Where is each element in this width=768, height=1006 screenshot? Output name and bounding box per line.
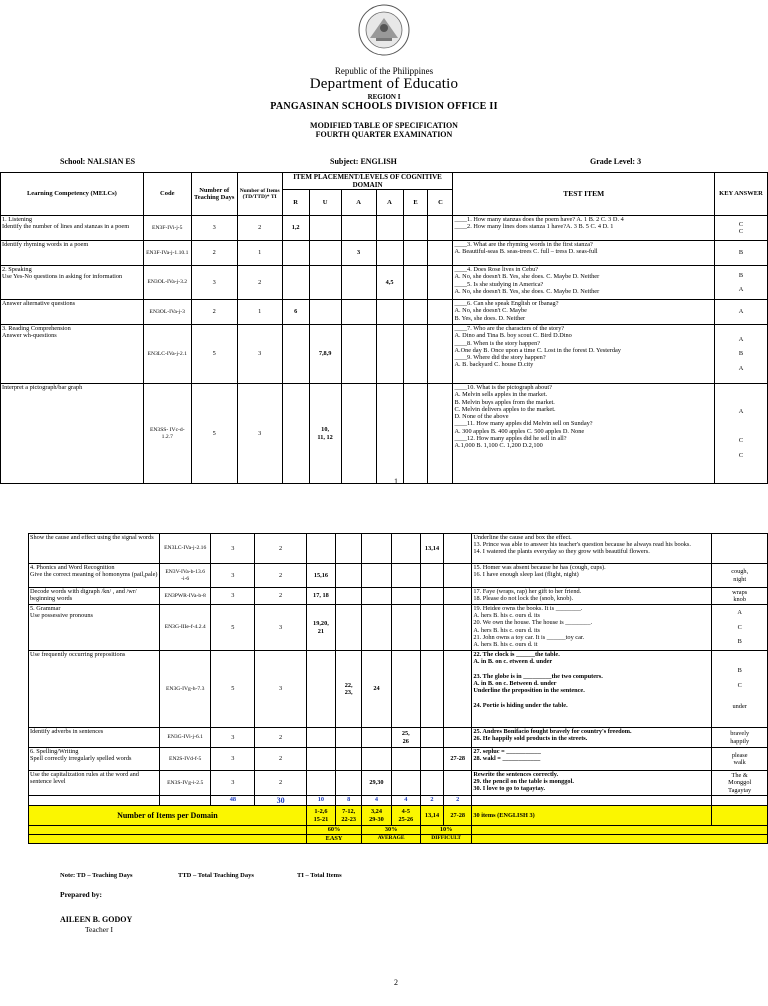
level-a1: A (341, 190, 376, 216)
cell-key: please walk (712, 748, 768, 771)
cell-competency: Identify rhyming words in a poem (1, 241, 144, 266)
cell-competency: Show the cause and effect using the signal words (29, 534, 160, 564)
cell-u (309, 300, 341, 325)
cell-r (282, 266, 309, 300)
preparer-name: AILEEN B. GODOY (60, 915, 133, 924)
cell-u (336, 605, 362, 651)
cell-e: 13,14 (420, 534, 443, 564)
domain-u: 7-12, 22-23 (336, 806, 362, 826)
subject-label: Subject: ENGLISH (330, 157, 397, 166)
cell-c (428, 241, 453, 266)
division-line: PANGASINAN SCHOOLS DIVISION OFFICE II (270, 101, 498, 112)
cell-r (282, 384, 309, 484)
cell-a1: 29,30 (362, 771, 391, 796)
level-u: U (309, 190, 341, 216)
cell-c (428, 216, 453, 241)
domain-r: 1-2,6 15-21 (306, 806, 335, 826)
cell-e (403, 266, 428, 300)
cell-items: 2 (255, 748, 306, 771)
total-days: 48 (211, 796, 255, 806)
cell-items: 1 (237, 241, 282, 266)
table-row (1, 325, 768, 384)
cell-c (444, 651, 472, 728)
cell-key (712, 534, 768, 564)
cell-key: B (714, 241, 767, 266)
table-row (1, 216, 768, 241)
cell-c (444, 771, 472, 796)
cell-days: 5 (211, 605, 255, 651)
cell-a2 (376, 325, 403, 384)
cell-a1 (341, 266, 376, 300)
col-test-item: TEST ITEM (453, 173, 715, 216)
col-placement: ITEM PLACEMENT/LEVELS OF COGNITIVE DOMAIN (282, 173, 453, 190)
cell-days: 2 (191, 241, 237, 266)
cell-u (309, 216, 341, 241)
cell-r (306, 748, 335, 771)
cell-code: EN3PWR-IVa-b-8 (160, 588, 211, 605)
prepared-by-label: Prepared by: (60, 890, 103, 899)
cell-a2 (391, 588, 420, 605)
level-e: E (403, 190, 428, 216)
cell-items: 3 (255, 651, 306, 728)
col-code: Code (143, 173, 191, 216)
table-row (29, 564, 768, 588)
cell-test-item: 22. The clock is ______the table. A. in B. on c. etween d. under 23. The globe is in _________the two computers. A. in B. on c. Between d. under Underline the preposition in the sentence. 24. Portie is hiding under the table. (472, 651, 712, 728)
cell-code: EN3G-IVg-h-7.3 (160, 651, 211, 728)
cell-a1 (362, 564, 391, 588)
cell-u (336, 534, 362, 564)
cell-competency: 1. Listening Identify the number of lines and stanzas in a poem (1, 216, 144, 241)
cell-days: 2 (191, 300, 237, 325)
cell-test-item: ____6. Can she speak English or Ibanag? A. No, she doesn't C. Maybe B. Yes, she does. D. Neither (453, 300, 715, 325)
cell-days: 3 (211, 728, 255, 748)
cell-test-item: 15. Homer was absent because he has (cough, cups). 16. I have enough sleep last (flight, night) (472, 564, 712, 588)
cell-c (428, 300, 453, 325)
cell-r: 19,20, 21 (306, 605, 335, 651)
cell-e (420, 564, 443, 588)
table-row (1, 241, 768, 266)
cell-u (336, 564, 362, 588)
table-row (29, 748, 768, 771)
total-c: 2 (444, 796, 472, 806)
cell-c (444, 564, 472, 588)
cell-competency: 3. Reading Comprehension Answer wh-questions (1, 325, 144, 384)
region-line: REGION I (367, 93, 401, 101)
cell-code: EN3G-IVi-j-6.1 (160, 728, 211, 748)
cell-a2 (376, 241, 403, 266)
cell-r: 1,2 (282, 216, 309, 241)
cell-items: 3 (255, 605, 306, 651)
cell-test-item: ____3. What are the rhyming words in the first stanza? A. Beautiful-seas B. seas-trees C. full – tress D. seas-full (453, 241, 715, 266)
domain-row-label: Number of Items per Domain (29, 806, 307, 826)
table-row (29, 771, 768, 796)
cell-u (336, 771, 362, 796)
cell-a2 (391, 534, 420, 564)
cell-key: A C B (712, 605, 768, 651)
cell-items: 3 (237, 325, 282, 384)
cell-a2 (391, 748, 420, 771)
cell-u (336, 588, 362, 605)
average-label: AVERAGE (362, 835, 421, 844)
cell-items: 2 (237, 266, 282, 300)
cell-code: EN3LC-IVa-j-2.1 (143, 325, 191, 384)
table-row (29, 534, 768, 564)
cell-competency: 4. Phonics and Word Recognition Give the correct meaning of homonyms (pail,pale) (29, 564, 160, 588)
cell-key: C C (714, 216, 767, 241)
cell-days: 3 (191, 216, 237, 241)
cell-test-item: 17. Faye (wraps, rap) her gift to her friend. 18. Please do not lock the (snob, knob). (472, 588, 712, 605)
total-e: 2 (420, 796, 443, 806)
note-td: Note: TD – Teaching Days (60, 872, 133, 879)
col-items: Number of Items (TD/TTD)* TI (237, 173, 282, 216)
total-r: 10 (306, 796, 335, 806)
cell-e (420, 771, 443, 796)
cell-test-item: ____7. Who are the characters of the story? A. Dino and Tina B. boy scout C. Bird D.Dino ____8. When is the story happen? A.One day B. Once upon a time C. Lost in the forest D. Yesterday ____9. Where did the story happen? A. B. backyard C. house D.city (453, 325, 715, 384)
cell-a1 (362, 728, 391, 748)
cell-a1 (341, 216, 376, 241)
cell-days: 3 (211, 771, 255, 796)
cell-items: 3 (237, 384, 282, 484)
cell-r (306, 771, 335, 796)
cell-u (336, 728, 362, 748)
level-r: R (282, 190, 309, 216)
cell-test-item: ____4. Does Rose lives in Cebu? A. No, she doesn't B. Yes, she does. C. Maybe D. Neither ____5. Is she studying in America? A. No, she doesn't B. Yes, she does. C. Maybe D. Neither (453, 266, 715, 300)
cell-c: 27-28 (444, 748, 472, 771)
cell-a1 (341, 300, 376, 325)
cell-competency: Interpret a pictograph/bar graph (1, 384, 144, 484)
cell-code: EN3S-IVg-i-2.5 (160, 771, 211, 796)
cell-test-item: ____10. What is the pictograph about? A. Melvin sells apples in the market. B. Melvin buys apples from the market. C. Melvin delivers apples to the market. D. None of the above ____11. How many apples did Melvin sell on Sunday? A. 300 apples B. 400 apples C. 500 apples D. None ____12. How many apples did he sell in all? A.1,000 B. 1,100 C. 1,200 D.2,100 (453, 384, 715, 484)
cell-days: 5 (191, 325, 237, 384)
cell-a1 (341, 384, 376, 484)
domain-c: 27-28 (444, 806, 472, 826)
cell-r (306, 534, 335, 564)
cell-u: 22, 23, (336, 651, 362, 728)
cell-test-item: ____1. How many stanzas does the poem have? A. 1 B. 2 C. 3 D. 4 ____2. How many lines does stanza 1 have?A. 3 B. 5 C. 4 D. 1 (453, 216, 715, 241)
col-key: KEY ANSWER (714, 173, 767, 216)
domain-a1: 3,24 29-30 (362, 806, 391, 826)
cell-c (428, 266, 453, 300)
cell-e (420, 748, 443, 771)
cell-a2 (391, 564, 420, 588)
easy-percent: 60% (306, 826, 362, 835)
cell-a2: 25, 26 (391, 728, 420, 748)
cell-items: 2 (237, 216, 282, 241)
page-number-2: 2 (394, 978, 398, 987)
cell-key: cough, night (712, 564, 768, 588)
cell-items: 2 (255, 588, 306, 605)
note-ti: TI – Total Items (297, 872, 342, 879)
cell-u: 10, 11, 12 (309, 384, 341, 484)
domain-test-total: 30 items (ENGLISH 3) (472, 806, 712, 826)
domain-e: 13,14 (420, 806, 443, 826)
cell-c (444, 605, 472, 651)
cell-test-item: 19. Heidee owns the books. It is ________. A. hers B. his c. ours d. its 20. We own the house. The house is ________. A. hers B. his c. ours d. its 21. John owns a toy car. It is ______toy car. A. hers B. his c. ours d. it (472, 605, 712, 651)
deped-seal (358, 4, 410, 56)
cell-key: The & Monggol Tagaytay (712, 771, 768, 796)
cell-code: EN3F-IVi-j-5 (143, 216, 191, 241)
table-row (1, 266, 768, 300)
school-label: School: NALSIAN ES (60, 157, 136, 166)
cell-code: EN3OL-IVa-j-3.2 (143, 266, 191, 300)
cell-code: EN3V-IVa-b-13.6 -i-6 (160, 564, 211, 588)
table-row (29, 651, 768, 728)
cell-e (403, 241, 428, 266)
cell-key: A (714, 300, 767, 325)
cell-code: EN3LC-IVa-j-2.16 (160, 534, 211, 564)
cell-competency: Identify adverbs in sentences (29, 728, 160, 748)
total-a1: 4 (362, 796, 391, 806)
document-title: MODIFIED TABLE OF SPECIFICATION (310, 121, 458, 130)
cell-e (420, 728, 443, 748)
exam-title: FOURTH QUARTER EXAMINATION (315, 130, 453, 139)
cell-e (420, 588, 443, 605)
cell-a1 (362, 588, 391, 605)
cell-test-item: Rewrite the sentences correctly. 29. the pencil on the table is monggol. 30. I love to go to tagaytay. (472, 771, 712, 796)
cell-key: bravely happily (712, 728, 768, 748)
cell-r: 17, 18 (306, 588, 335, 605)
cell-competency: 5. Grammar Use possessive pronouns (29, 605, 160, 651)
spec-table-page2 (28, 533, 768, 844)
cell-competency: 2. Speaking Use Yes-No questions in asking for information (1, 266, 144, 300)
cell-u (309, 266, 341, 300)
cell-days: 3 (211, 748, 255, 771)
cell-test-item: 27. sepluc = ___________ 28. wakl = ____________ (472, 748, 712, 771)
difficult-label: DIFFICULT (420, 835, 471, 844)
cell-test-item: Underline the cause and box the effect. 13. Prince was able to answer his teacher's question because he always read his books. 14. I watered the plants everyday so they grow with beautiful flowers. (472, 534, 712, 564)
cell-c (444, 534, 472, 564)
cell-items: 2 (255, 534, 306, 564)
cell-items: 1 (237, 300, 282, 325)
cell-code: EN3F-IVa-j-1.10.1 (143, 241, 191, 266)
cell-code: EN2S-IVd-f-5 (160, 748, 211, 771)
average-percent: 30% (362, 826, 421, 835)
cell-items: 2 (255, 771, 306, 796)
cell-competency: Use frequently occurring prepositions (29, 651, 160, 728)
cell-e (403, 300, 428, 325)
cell-a1 (362, 605, 391, 651)
col-competency: Learning Competency (MELCs) (1, 173, 144, 216)
cell-r (306, 728, 335, 748)
cell-c (444, 588, 472, 605)
cell-r (306, 651, 335, 728)
col-days: Number of Teaching Days (191, 173, 237, 216)
cell-key: wraps knob (712, 588, 768, 605)
cell-competency: 6. Spelling/Writing Spell correctly irregularly spelled words (29, 748, 160, 771)
cell-a2 (376, 300, 403, 325)
cell-r: 15,16 (306, 564, 335, 588)
cell-u: 7,8,9 (309, 325, 341, 384)
cell-e (403, 384, 428, 484)
cell-c (428, 384, 453, 484)
cell-days: 3 (211, 564, 255, 588)
cell-competency: Decode words with digraph /kn/ , and /wr/ beginning words (29, 588, 160, 605)
cell-a2 (376, 216, 403, 241)
cell-days: 3 (211, 534, 255, 564)
cell-code: EN3OL-IVa-j-3 (143, 300, 191, 325)
cell-days: 3 (191, 266, 237, 300)
cell-e (420, 651, 443, 728)
cell-key: A B A (714, 325, 767, 384)
cell-u (336, 748, 362, 771)
table-row (29, 588, 768, 605)
cell-e (403, 325, 428, 384)
table-row (1, 384, 768, 484)
cell-days: 5 (211, 651, 255, 728)
note-ttd: TTD – Total Teaching Days (178, 872, 254, 879)
cell-a2 (376, 384, 403, 484)
cell-a1: 24 (362, 651, 391, 728)
total-u: 8 (336, 796, 362, 806)
cell-e (420, 605, 443, 651)
total-items: 30 (255, 796, 306, 806)
difficult-percent: 10% (420, 826, 471, 835)
cell-competency: Use the capitalization rules at the word and sentence level (29, 771, 160, 796)
table-row (29, 605, 768, 651)
cell-key: B A (714, 266, 767, 300)
level-a2: A (376, 190, 403, 216)
cell-items: 2 (255, 728, 306, 748)
cell-competency: Answer alternative questions (1, 300, 144, 325)
cell-e (403, 216, 428, 241)
page-number-1: 1 (394, 477, 398, 486)
cell-r (282, 325, 309, 384)
cell-c (444, 728, 472, 748)
preparer-title: Teacher I (85, 925, 113, 934)
spec-table-page1 (0, 172, 768, 484)
total-a2: 4 (391, 796, 420, 806)
level-c: C (428, 190, 453, 216)
cell-key: B C under (712, 651, 768, 728)
domain-a2: 4-5 25-26 (391, 806, 420, 826)
department-name: Department of Educatio (309, 76, 459, 92)
cell-a1: 3 (341, 241, 376, 266)
cell-code: EN3G-IIIe-f-4.2.4 (160, 605, 211, 651)
table-row (1, 300, 768, 325)
cell-r (282, 241, 309, 266)
cell-r: 6 (282, 300, 309, 325)
cell-a1 (362, 748, 391, 771)
cell-a2 (391, 771, 420, 796)
cell-a1 (362, 534, 391, 564)
cell-days: 5 (191, 384, 237, 484)
cell-a2 (391, 605, 420, 651)
cell-key: A C C (714, 384, 767, 484)
cell-test-item: 25. Andres Bonifacio fought bravely for country's freedom. 26. He happily sold products in the streets. (472, 728, 712, 748)
republic-line: Republic of the Philippines (334, 66, 434, 76)
cell-a2 (391, 651, 420, 728)
cell-c (428, 325, 453, 384)
cell-code: EN3SS- IVc-d-1.2.7 (143, 384, 191, 484)
cell-items: 2 (255, 564, 306, 588)
cell-a2: 4,5 (376, 266, 403, 300)
cell-a1 (341, 325, 376, 384)
table-row (29, 728, 768, 748)
easy-label: EASY (306, 835, 362, 844)
grade-label: Grade Level: 3 (590, 157, 642, 166)
cell-u (309, 241, 341, 266)
cell-days: 3 (211, 588, 255, 605)
